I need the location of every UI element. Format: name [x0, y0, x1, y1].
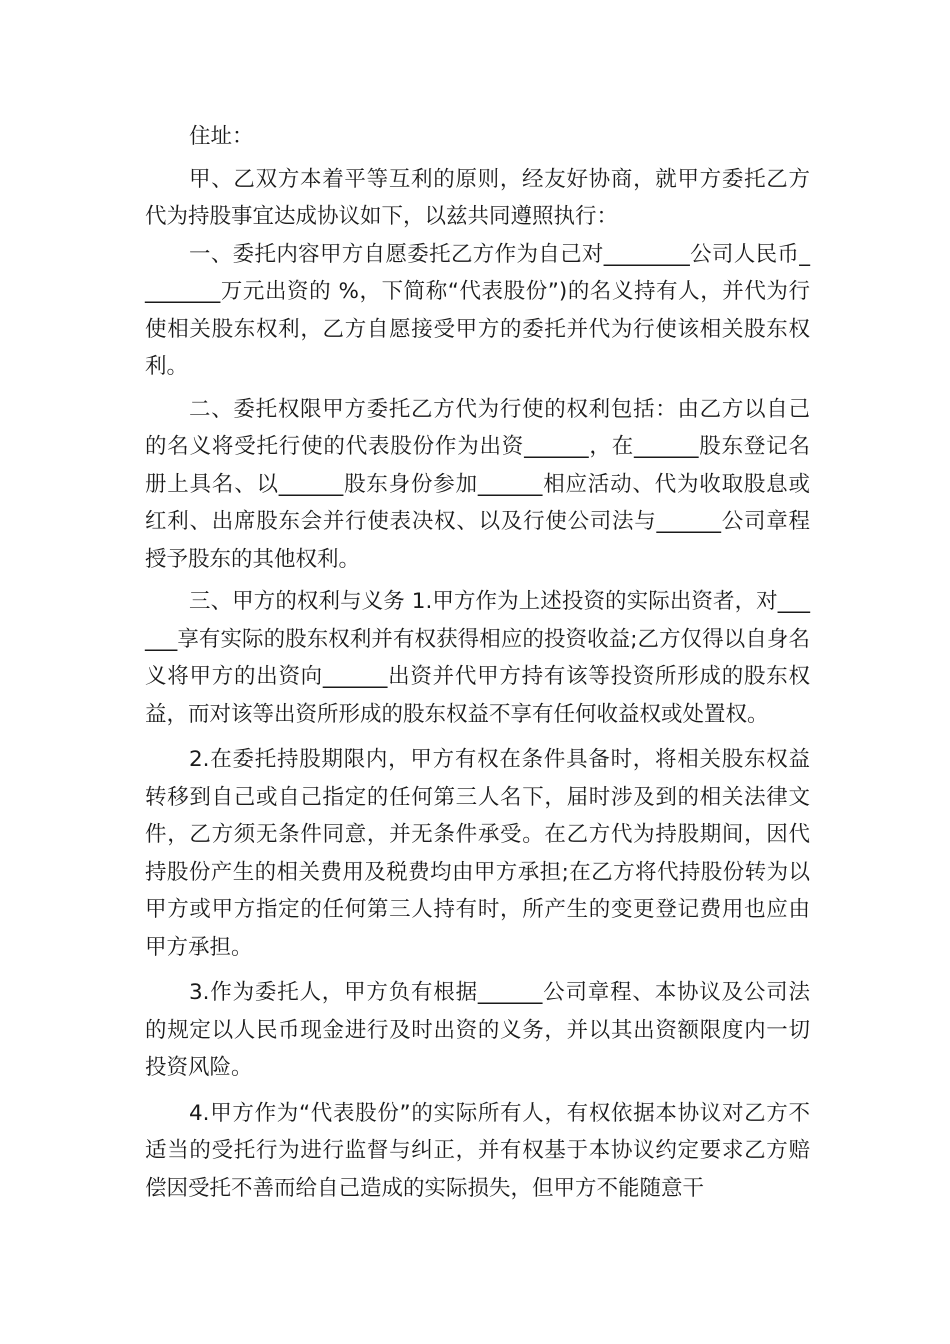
paragraph-clause-3-rights: 三、甲方的权利与义务 1.甲方作为上述投资的实际出资者，对______享有实际的股东权利并有权获得相应的投资收益;乙方仅得以自身名义将甲方的出资向______出资并代甲方持有该等投资所形成的股东权益，而对该等出资所形成的股东权益不享有任何收益权或处置权。	[145, 589, 810, 727]
paragraph-clause-2-authority: 二、委托权限甲方委托乙方代为行使的权利包括：由乙方以自己的名义将受托行使的代表股份作为出资______，在______股东登记名册上具名、以______股东身份参加______相应活动、代为收取股息或红利、出席股东会并行使表决权、以及行使公司法与______公司章程授予股东的其他权利。	[145, 396, 810, 572]
paragraph-clause-3-item-2: 2.在委托持股期限内，甲方有权在条件具备时，将相关股东权益转移到自己或自己指定的任何第三人名下，届时涉及到的相关法律文件，乙方须无条件同意，并无条件承受。在乙方代为持股期间，因代持股份产生的相关费用及税费均由甲方承担;在乙方将代持股份转为以甲方或甲方指定的任何第三人持有时，所产生的变更登记费用也应由甲方承担。	[145, 747, 810, 960]
paragraph-clause-1-entrustment: 一、委托内容甲方自愿委托乙方作为自己对________公司人民币________万元出资的 %，下简称“代表股份”)的名义持有人，并代为行使相关股东权利，乙方自愿接受甲方的委托并代为行使该相关股东权利。	[145, 241, 810, 379]
paragraph-clause-3-item-4: 4.甲方作为“代表股份”的实际所有人，有权依据本协议对乙方不适当的受托行为进行监督与纠正，并有权基于本协议约定要求乙方赔偿因受托不善而给自己造成的实际损失，但甲方不能随意干	[145, 1100, 810, 1201]
paragraph-preamble: 甲、乙双方本着平等互利的原则，经友好协商，就甲方委托乙方代为持股事宜达成协议如下，以兹共同遵照执行：	[145, 166, 810, 229]
paragraph-clause-3-item-3: 3.作为委托人，甲方负有根据______公司章程、本协议及公司法的规定以人民币现金进行及时出资的义务，并以其出资额限度内一切投资风险。	[145, 980, 810, 1080]
paragraph-address: 住址：	[189, 124, 254, 149]
document-body	[145, 118, 810, 1207]
